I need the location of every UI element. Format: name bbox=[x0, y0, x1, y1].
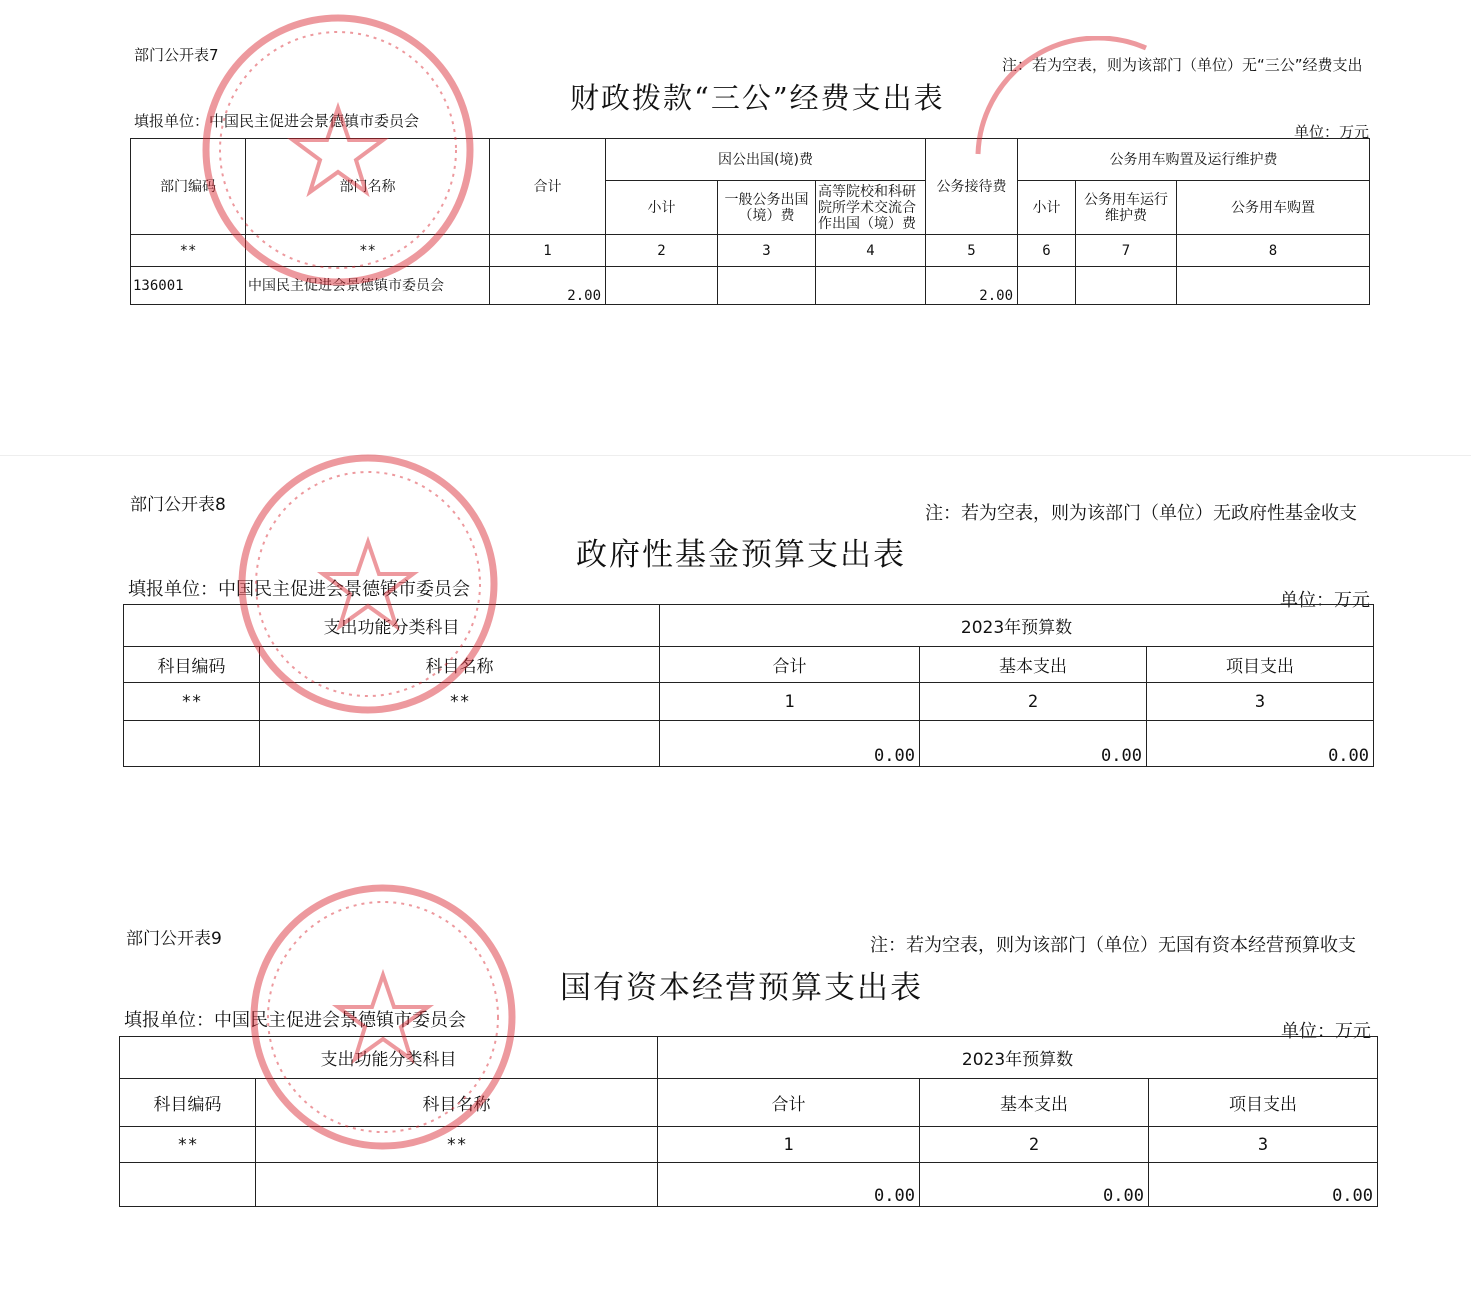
form-number: 部门公开表7 bbox=[134, 46, 219, 64]
table-title: 财政拨款“三公”经费支出表 bbox=[570, 81, 945, 115]
unit-label: 单位：万元 bbox=[1294, 123, 1370, 141]
empty-cell bbox=[718, 267, 816, 305]
project-value: 0.00 bbox=[1149, 1163, 1378, 1207]
index-cell: 3 bbox=[1147, 683, 1374, 721]
header-basic: 基本支出 bbox=[920, 1079, 1149, 1127]
index-cell: 3 bbox=[718, 235, 816, 267]
header-project: 项目支出 bbox=[1147, 647, 1374, 683]
table-row bbox=[131, 267, 1370, 305]
unit-label: 单位：万元 bbox=[1281, 1021, 1371, 1042]
index-cell: ** bbox=[131, 235, 246, 267]
index-cell: 8 bbox=[1177, 235, 1370, 267]
header-academic-abroad: 高等院校和科研院所学术交流合作出国（境）费 bbox=[816, 181, 926, 235]
header-vehicle-subtotal: 小计 bbox=[1018, 181, 1076, 235]
table-row bbox=[124, 721, 1374, 767]
empty-cell bbox=[120, 1163, 256, 1207]
header-general-abroad: 一般公务出国（境）费 bbox=[718, 181, 816, 235]
dept-code-cell: 136001 bbox=[131, 267, 246, 305]
header-total: 合计 bbox=[660, 647, 920, 683]
header-total: 合计 bbox=[658, 1079, 920, 1127]
index-cell: 2 bbox=[920, 683, 1147, 721]
filling-unit: 填报单位：中国民主促进会景德镇市委员会 bbox=[128, 579, 470, 600]
total-value: 0.00 bbox=[660, 721, 920, 767]
header-vehicle-purchase: 公务用车购置 bbox=[1177, 181, 1370, 235]
index-cell: 7 bbox=[1076, 235, 1177, 267]
table-note: 注：若为空表，则为该部门（单位）无政府性基金收支 bbox=[925, 503, 1357, 524]
header-code: 科目编码 bbox=[120, 1079, 256, 1127]
header-abroad: 因公出国(境)费 bbox=[606, 139, 926, 181]
header-abroad-subtotal: 小计 bbox=[606, 181, 718, 235]
header-project: 项目支出 bbox=[1149, 1079, 1378, 1127]
index-cell: ** bbox=[120, 1127, 256, 1163]
filling-unit: 填报单位：中国民主促进会景德镇市委员会 bbox=[134, 112, 420, 130]
header-name: 科目名称 bbox=[256, 1079, 658, 1127]
form-number: 部门公开表9 bbox=[126, 929, 222, 949]
index-cell: ** bbox=[246, 235, 490, 267]
dept-name-cell: 中国民主促进会景德镇市委员会 bbox=[246, 267, 490, 305]
header-category: 支出功能分类科目 bbox=[124, 605, 660, 647]
index-cell: 5 bbox=[926, 235, 1018, 267]
reception-cell: 2.00 bbox=[926, 267, 1018, 305]
header-total: 合计 bbox=[490, 139, 606, 235]
index-cell: ** bbox=[260, 683, 660, 721]
state-capital-budget-table bbox=[119, 1036, 1378, 1207]
index-cell: ** bbox=[124, 683, 260, 721]
table-title: 国有资本经营预算支出表 bbox=[560, 970, 923, 1006]
index-cell: 6 bbox=[1018, 235, 1076, 267]
header-budget: 2023年预算数 bbox=[658, 1037, 1378, 1079]
index-cell: 2 bbox=[606, 235, 718, 267]
header-vehicle-running: 公务用车运行维护费 bbox=[1076, 181, 1177, 235]
table-note: 注：若为空表，则为该部门（单位）无国有资本经营预算收支 bbox=[870, 935, 1356, 956]
empty-cell bbox=[124, 721, 260, 767]
header-code: 科目编码 bbox=[124, 647, 260, 683]
empty-cell bbox=[606, 267, 718, 305]
index-cell: ** bbox=[256, 1127, 658, 1163]
index-cell: 4 bbox=[816, 235, 926, 267]
empty-cell bbox=[1177, 267, 1370, 305]
index-cell: 2 bbox=[920, 1127, 1149, 1163]
header-vehicle: 公务用车购置及运行维护费 bbox=[1018, 139, 1370, 181]
index-cell: 1 bbox=[490, 235, 606, 267]
basic-value: 0.00 bbox=[920, 1163, 1149, 1207]
header-dept-name: 部门名称 bbox=[246, 139, 490, 235]
table-title: 政府性基金预算支出表 bbox=[576, 537, 906, 573]
header-name: 科目名称 bbox=[260, 647, 660, 683]
header-basic: 基本支出 bbox=[920, 647, 1147, 683]
empty-cell bbox=[260, 721, 660, 767]
table-row bbox=[120, 1163, 1378, 1207]
empty-cell bbox=[256, 1163, 658, 1207]
index-cell: 3 bbox=[1149, 1127, 1378, 1163]
total-value: 0.00 bbox=[658, 1163, 920, 1207]
government-fund-budget-table bbox=[123, 604, 1374, 767]
empty-cell bbox=[816, 267, 926, 305]
total-cell: 2.00 bbox=[490, 267, 606, 305]
index-cell: 1 bbox=[658, 1127, 920, 1163]
project-value: 0.00 bbox=[1147, 721, 1374, 767]
empty-cell bbox=[1076, 267, 1177, 305]
three-public-expense-table bbox=[130, 138, 1370, 305]
basic-value: 0.00 bbox=[920, 721, 1147, 767]
header-dept-code: 部门编码 bbox=[131, 139, 246, 235]
empty-cell bbox=[1018, 267, 1076, 305]
header-budget: 2023年预算数 bbox=[660, 605, 1374, 647]
index-cell: 1 bbox=[660, 683, 920, 721]
table-note: 注：若为空表，则为该部门（单位）无“三公”经费支出 bbox=[1002, 56, 1363, 74]
form-number: 部门公开表8 bbox=[130, 495, 226, 515]
filling-unit: 填报单位：中国民主促进会景德镇市委员会 bbox=[124, 1010, 466, 1031]
unit-label: 单位：万元 bbox=[1280, 590, 1370, 611]
header-reception: 公务接待费 bbox=[926, 139, 1018, 235]
header-category: 支出功能分类科目 bbox=[120, 1037, 658, 1079]
page-divider bbox=[0, 455, 1471, 456]
